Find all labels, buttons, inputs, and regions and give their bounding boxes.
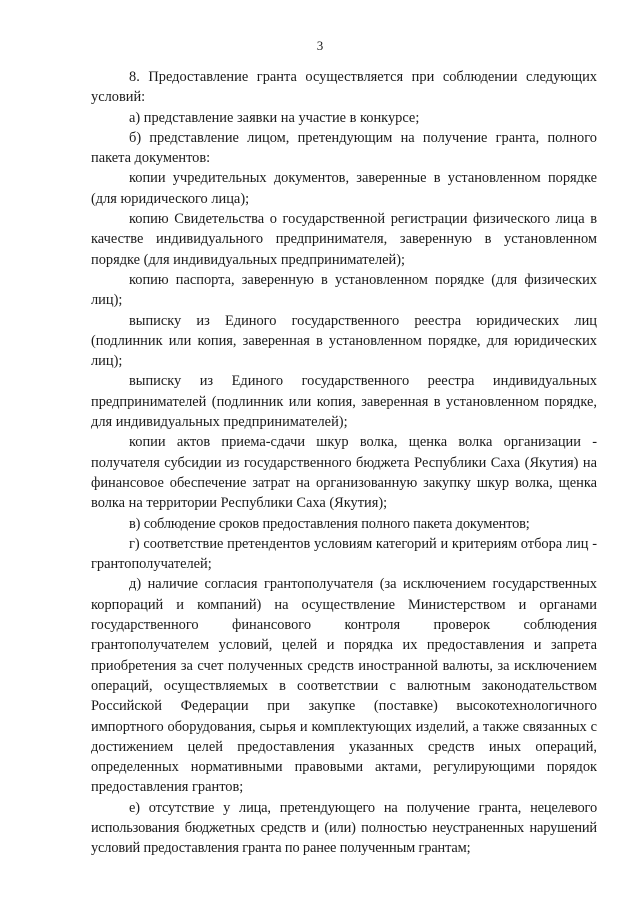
paragraph-condition-g: г) соответствие претендентов условиям категорий и критериям отбора лиц - грантополучателей; xyxy=(91,535,597,573)
paragraph-doc-wolf-skin-acts: копии актов приема-сдачи шкур волка, щенка волка организации - получателя субсидии из государственного бюджета Республики Саха (Якутия) на финансовое обеспечение затрат на организованную закупку шкур волка, щенка волка на территории Республики Саха (Якутия); xyxy=(91,434,597,512)
paragraph-condition-b: б) представление лицом, претендующим на получение гранта, полного пакета документов: xyxy=(91,129,597,167)
paragraph-condition-d: д) наличие согласия грантополучателя (за исключением государственных корпораций и компаний) на осуществление Министерством и органами государственного финансового контроля проверок соблюдения грантополучателем условий, целей и порядка их предоставления и запрета приобретения за счет полученных средств иностранной валюты, за исключением операций, осуществляемых в соответствии с валютным законодательством Российской Федерации при закупке (поставке) высокотехнологичного импортного оборудования, сырья и комплектующих изделий, а также связанных с достижением целей предоставления указанных средств иных операций, определенных нормативными правовыми актами, регулирующими порядок предоставления грантов; xyxy=(91,576,597,796)
paragraph-grant-conditions: 8. Предоставление гранта осуществляется при соблюдении следующих условий: xyxy=(91,69,597,106)
paragraph-condition-e: е) отсутствие у лица, претендующего на получение гранта, нецелевого использования бюджетных средств и (или) полностью неустраненных нарушений условий предоставления гранта по ранее полученным грантам; xyxy=(91,799,597,857)
paragraph-doc-registration-certificate: копию Свидетельства о государственной регистрации физического лица в качестве индивидуального предпринимателя, заверенную в установленном порядке (для индивидуальных предпринимателей); xyxy=(91,211,597,268)
paragraph-doc-passport: копию паспорта, заверенную в установленном порядке (для физических лиц); xyxy=(91,271,597,309)
page-number: 3 xyxy=(316,38,324,53)
paragraph-doc-legal-entities-extract: выписку из Единого государственного реестра юридических лиц (подлинник или копия, заверенная в установленном порядке, для юридических лиц); xyxy=(91,312,597,370)
paragraph-doc-founding-copies: копии учредительных документов, заверенные в установленном порядке (для юридического лица); xyxy=(91,170,597,207)
document-body xyxy=(91,67,597,859)
paragraph-doc-entrepreneurs-extract: выписку из Единого государственного реестра индивидуальных предпринимателей (подлинник или копия, заверенная в установленном порядке, для индивидуальных предпринимателей); xyxy=(91,373,597,431)
paragraph-condition-v: в) соблюдение сроков предоставления полного пакета документов; xyxy=(129,515,530,532)
paragraph-condition-a: а) представление заявки на участие в конкурсе; xyxy=(129,109,420,126)
